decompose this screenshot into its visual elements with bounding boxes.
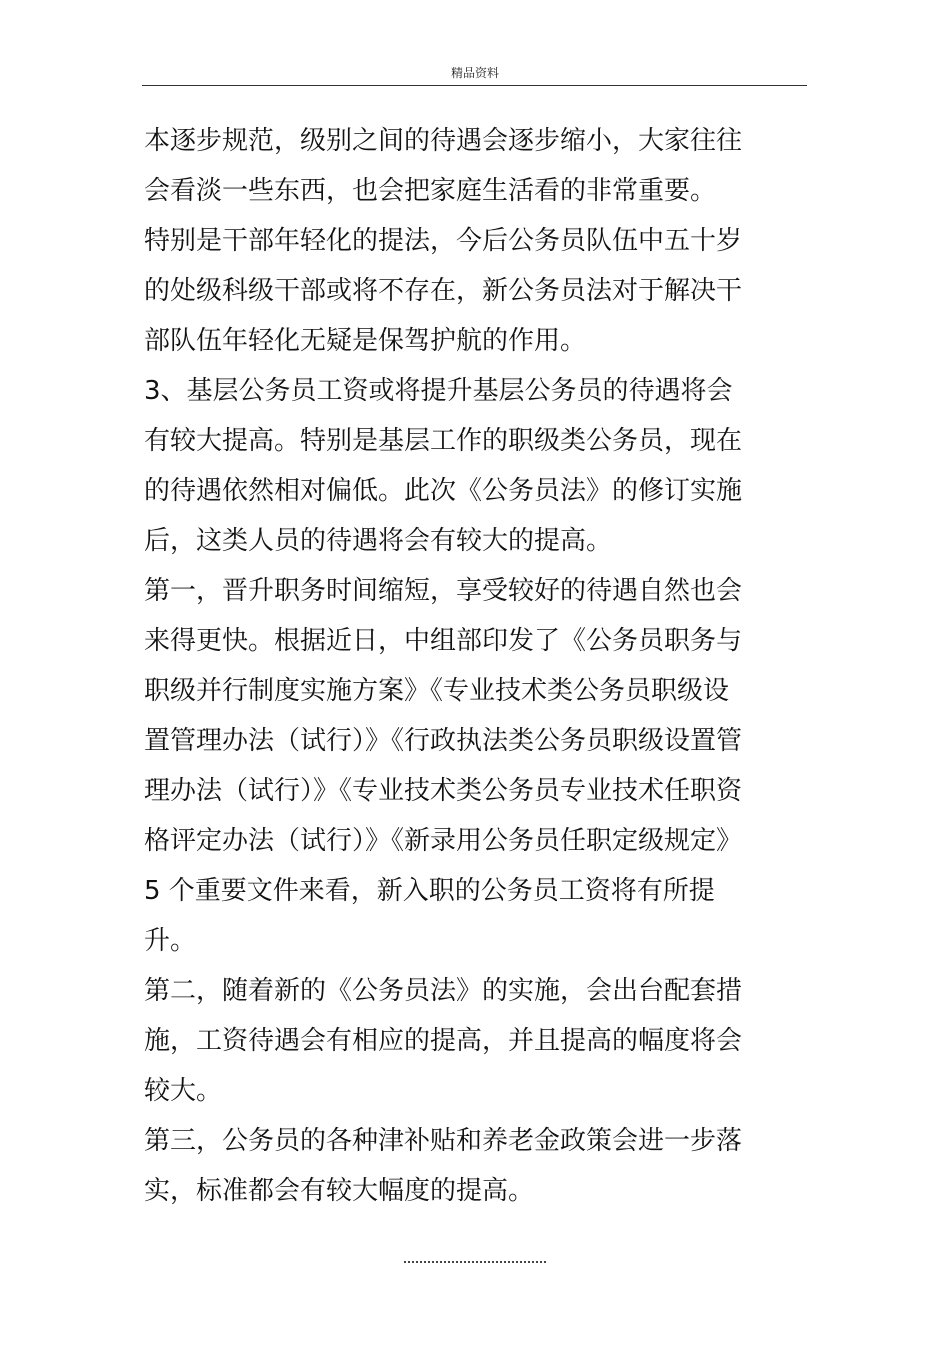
text-line: 格评定办法（试行）》《新录用公务员任职定级规定》 [144, 826, 743, 856]
text-line: 第二，随着新的《公务员法》的实施，会出台配套措 [144, 976, 743, 1006]
text-line: 特别是干部年轻化的提法，今后公务员队伍中五十岁 [144, 226, 743, 256]
text-line: 较大。 [144, 1076, 223, 1106]
text-line: 升。 [144, 926, 197, 956]
text-line: 实，标准都会有较大幅度的提高。 [144, 1176, 535, 1206]
text-line: 3、基层公务员工资或将提升基层公务员的待遇将会 [144, 376, 733, 406]
header-rule [142, 85, 807, 86]
text-line: 本逐步规范，级别之间的待遇会逐步缩小，大家往往 [144, 126, 743, 156]
text-line: 职级并行制度实施方案》《专业技术类公务员职级设 [144, 676, 730, 706]
text-line: 施，工资待遇会有相应的提高，并且提高的幅度将会 [144, 1026, 743, 1056]
text-line: 第一，晋升职务时间缩短，享受较好的待遇自然也会 [144, 576, 743, 606]
text-line: 的处级科级干部或将不存在，新公务员法对于解决干 [144, 276, 743, 306]
text-line: 会看淡一些东西，也会把家庭生活看的非常重要。 [144, 176, 717, 206]
text-line: 的待遇依然相对偏低。此次《公务员法》的修订实施 [144, 476, 743, 506]
text-line: 置管理办法（试行）》《行政执法类公务员职级设置管 [144, 726, 743, 756]
text-line: 有较大提高。特别是基层工作的职级类公务员，现在 [144, 426, 743, 456]
text-line: 部队伍年轻化无疑是保驾护航的作用。 [144, 326, 587, 356]
footer-dotted-rule [404, 1261, 546, 1263]
text-line: 理办法（试行）》《专业技术类公务员专业技术任职资 [144, 776, 743, 806]
header-label: 精品资料 [450, 66, 499, 80]
text-line: 来得更快。根据近日，中组部印发了《公务员职务与 [144, 626, 743, 656]
text-line: 后，这类人员的待遇将会有较大的提高。 [144, 526, 613, 556]
text-line: 5 个重要文件来看，新入职的公务员工资将有所提 [144, 876, 715, 906]
document-body [144, 116, 794, 1216]
text-line: 第三，公务员的各种津补贴和养老金政策会进一步落 [144, 1126, 743, 1156]
